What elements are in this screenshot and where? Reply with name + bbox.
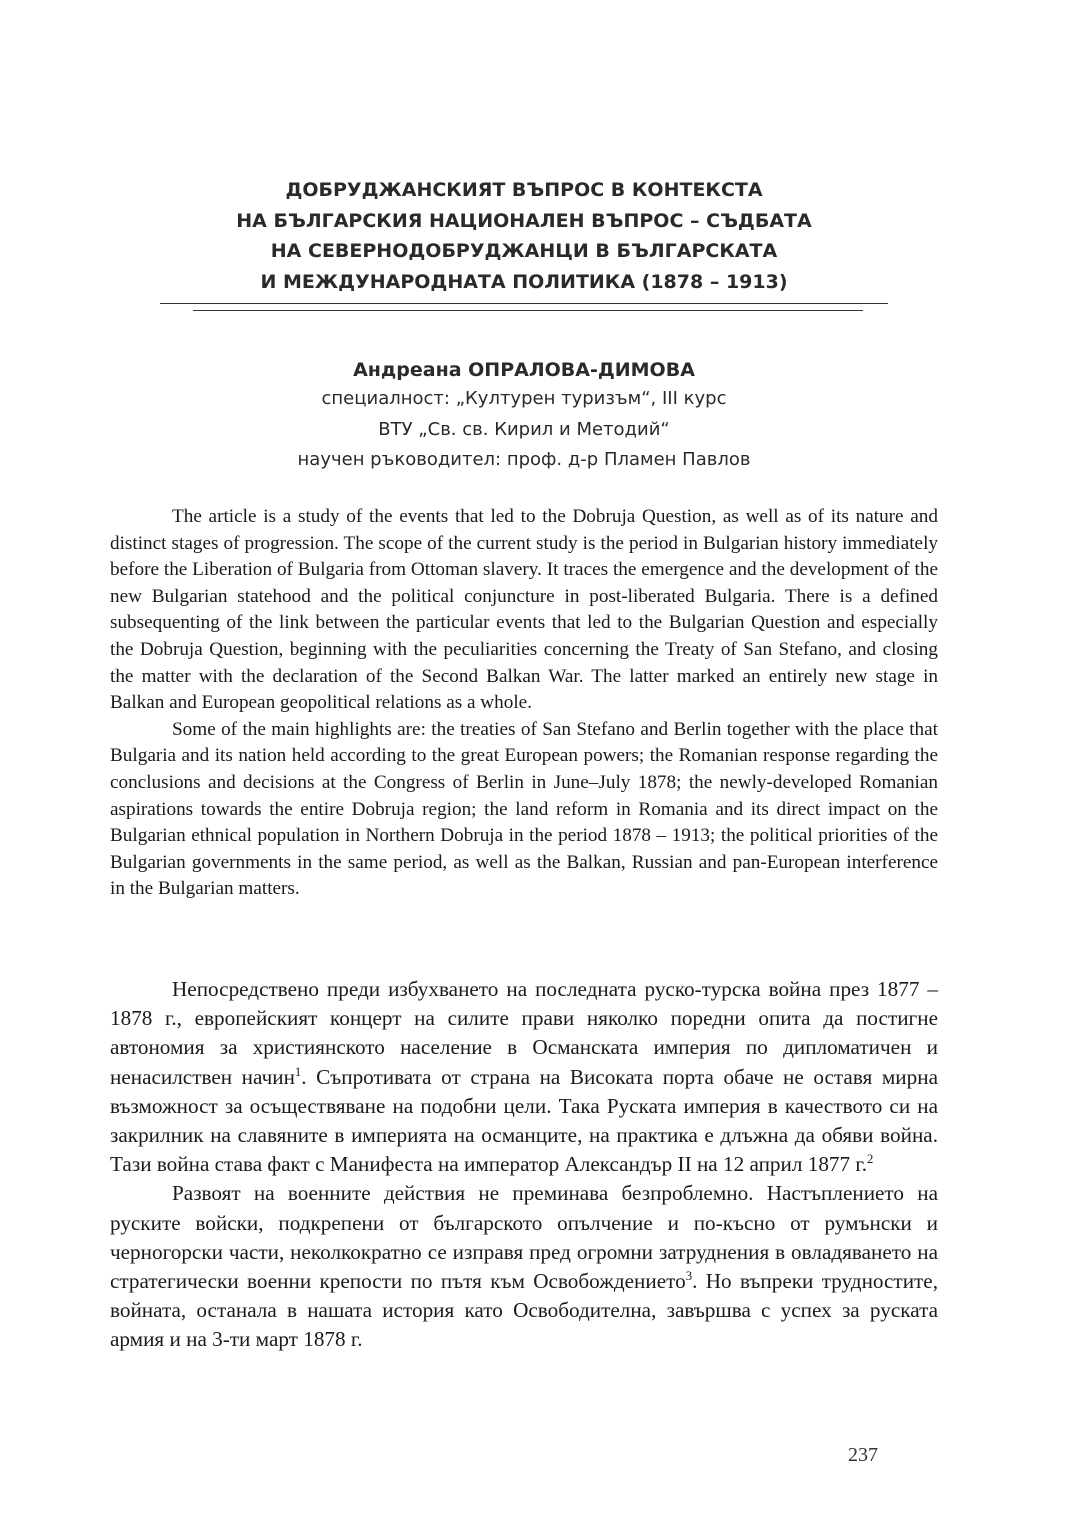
author-block <box>110 356 938 476</box>
title-line: И МЕЖДУНАРОДНАТА ПОЛИТИКА (1878 – 1913) <box>260 270 788 293</box>
abstract-paragraph: Some of the main highlights are: the treaties of San Stefano and Berlin together with the place that Bulgaria and its nation held according to the great European powers; the Romanian response regarding the conclusions and decisions at the Congress of Berlin in June–July 1878; the newly-developed Romanian aspirations towards the entire Dobruja region; the land reform in Romania and its direct impact on the Bulgarian ethnical population in Northern Dobruja in the period 1878 – 1913; the political priorities of the Bulgarian governments in the same period, as well as the Balkan, Russian and pan-European interference in the Bulgarian matters. <box>110 718 938 900</box>
title-line: НА БЪЛГАРСКИЯ НАЦИОНАЛЕН ВЪПРОС – СЪДБАТА <box>236 209 812 232</box>
body-paragraph <box>110 975 938 1179</box>
body-text-span: . Но въпреки трудностите, войната, останала в нашата история като Освободителна, завършва с успех за руската армия и на 3-ти март 1878 г. <box>110 1269 938 1352</box>
body-paragraph <box>110 1179 938 1354</box>
body-text-span: Непосредствено преди избухването на последната руско-турска война през 1877 – 1878 г., европейският концерт на силите прави няколко поредни опита да постигне автономия за християнското население в Османската империя по дипломатичен и ненасилствен начин <box>110 977 938 1089</box>
title-rule-bottom <box>193 310 863 311</box>
title-line: ДОБРУДЖАНСКИЯТ ВЪПРОС В КОНТЕКСТА <box>285 179 763 201</box>
title-line: НА СЕВЕРНОДОБРУДЖАНЦИ В БЪЛГАРСКАТА <box>270 240 778 262</box>
footnote-ref[interactable]: 3 <box>685 1268 693 1283</box>
body-text-span: . Съпротивата от страна на Високата порта обаче не оставя мирна възможност за осъществяване на подобни цели. Така Руската империя в качеството си на закрилник на славяните в империята на османците, на практика е длъжна да обяви война. Тази война става факт с Манифеста на император Александър II на 12 април 1877 г. <box>110 1064 938 1177</box>
body-text <box>110 975 938 1355</box>
abstract-paragraph: The article is a study of the events that led to the Dobruja Question, as well as of its nature and distinct stages of progression. The scope of the current study is the period in Bulgarian history immediately before the Liberation of Bulgaria from Ottoman slavery. It traces the emergence and the development of the new Bulgarian statehood and the political conjuncture in post-liberated Bulgaria. There is a defined subsequenting of the link between the particular events that led to the Bulgarian Question and especially the Dobruja Question, beginning with the peculiarities concerning the Treaty of San Stefano, and closing the matter with the declaration of the Second Balkan War. The latter marked an entirely new stage in Balkan and European geopolitical relations as a whole. <box>110 506 938 714</box>
author-university: ВТУ „Св. св. Кирил и Методий“ <box>378 418 670 440</box>
author-name: Андреана ОПРАЛОВА-ДИМОВА <box>353 359 695 381</box>
article-title <box>110 175 938 297</box>
author-specialty: специалност: „Културен туризъм“, III курс <box>321 388 727 409</box>
page-number: 237 <box>848 1444 878 1466</box>
footnote-ref[interactable]: 1 <box>294 1064 302 1079</box>
body-text-span: Развоят на военните действия не преминава безпроблемно. Настъплението на руските войски, подкрепени от българското опълчение и по-късно от румънски и черногорски части, неколкократно се изправя пред огромни затруднения в овладяването на стратегически военни крепости по пътя към Освобождението <box>110 1181 938 1294</box>
abstract <box>110 504 938 903</box>
title-rule-top <box>160 303 888 304</box>
footnote-ref[interactable]: 2 <box>867 1152 874 1167</box>
author-supervisor: научен ръководител: проф. д-р Пламен Павлов <box>297 449 751 470</box>
